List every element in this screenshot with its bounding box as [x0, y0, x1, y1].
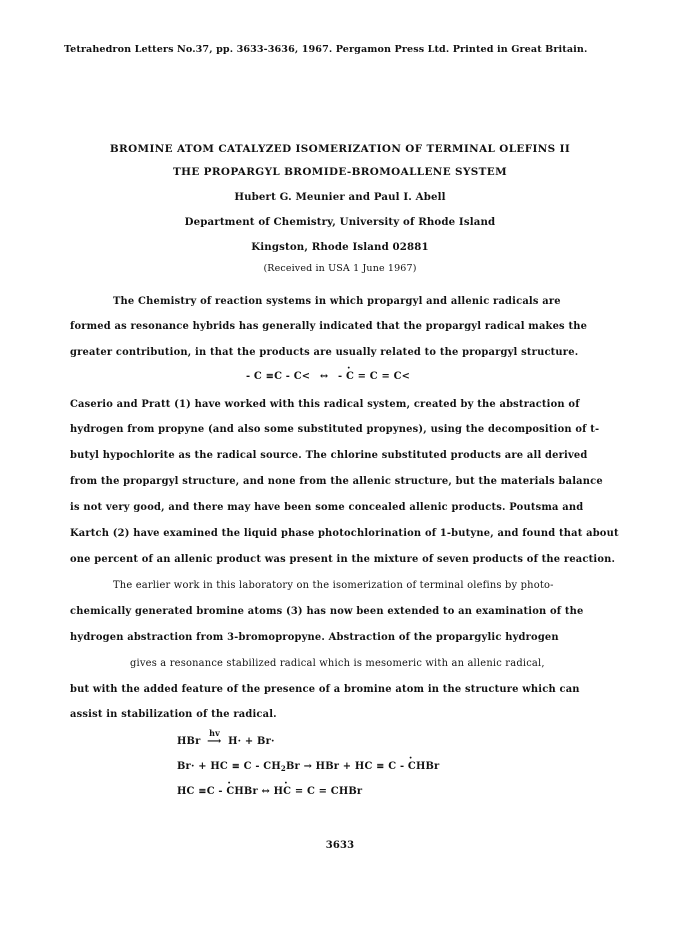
- r2-part-b: Br → HBr + HC ≡ C -: [285, 761, 408, 772]
- received-date: (Received in USA 1 June 1967): [263, 263, 417, 274]
- r3-part-a: HC ≡C -: [177, 786, 227, 797]
- r3-part-c: = C = CHBr: [291, 786, 363, 797]
- r1-reactant: HBr: [177, 736, 201, 747]
- page-number: 3633: [325, 840, 355, 851]
- eq1-resonance-arrow: ↔: [319, 371, 329, 382]
- p2-line-7: one percent of an allenic product was present in the mixture of seven products of the reaction.: [70, 554, 616, 565]
- eq1-prefix: -: [338, 371, 346, 382]
- r1-hv-label: hv: [209, 728, 220, 738]
- p1-line-1: The Chemistry of reaction systems in which propargyl and allenic radicals are: [113, 296, 561, 307]
- resonance-equation: [246, 371, 410, 382]
- eq1-radical-carbon: · C: [346, 371, 354, 382]
- p2-line-5: is not very good, and there may have been some concealed allenic products. Poutsma and: [70, 502, 584, 513]
- p3-line-6: assist in stabilization of the radical.: [70, 709, 277, 720]
- p3-line-4: gives a resonance stabilized radical which is mesomeric with an allenic radical,: [130, 658, 545, 669]
- r3-part-b: HBr ↔ H: [234, 786, 284, 797]
- p2-line-1: Caserio and Pratt (1) have worked with this radical system, created by the abstraction of: [70, 399, 580, 410]
- r3-radical-carbon-2: · C: [283, 786, 291, 797]
- title-line-1: BROMINE ATOM CATALYZED ISOMERIZATION OF TERMINAL OLEFINS II: [109, 143, 571, 155]
- r2-subscript: 2: [280, 764, 286, 773]
- r1-arrow-glyph: ⟶: [207, 736, 222, 747]
- p1-line-3: greater contribution, in that the products are usually related to the propargyl structure.: [70, 347, 579, 358]
- p3-line-3: hydrogen abstraction from 3-bromopropyne. Abstraction of the propargylic hydrogen: [70, 632, 559, 643]
- journal-header: Tetrahedron Letters No.37, pp. 3633-3636, 1967. Pergamon Press Ltd. Printed in Great Britain.: [64, 44, 588, 55]
- r3-radical-carbon-1: · C: [226, 786, 234, 797]
- p2-line-4: from the propargyl structure, and none from the allenic structure, but the materials balance: [70, 476, 603, 487]
- eq1-propargyl: - C ≡C - C<: [246, 371, 311, 382]
- r2-radical-carbon: · C: [408, 761, 416, 772]
- p1-line-2: formed as resonance hybrids has generally indicated that the propargyl radical makes the: [70, 321, 588, 332]
- p3-line-5: but with the added feature of the presence of a bromine atom in the structure which can: [70, 684, 580, 695]
- r1-photolysis-arrow: [207, 728, 222, 747]
- reaction-2: [177, 761, 439, 773]
- p2-line-2: hydrogen from propyne (and also some substituted propynes), using the decomposition of t-: [70, 424, 600, 435]
- eq1-allenic: = C = C<: [354, 371, 411, 382]
- p2-line-3: butyl hypochlorite as the radical source. The chlorine substituted products are all derived: [70, 450, 588, 461]
- authors: Hubert G. Meunier and Paul I. Abell: [234, 191, 446, 203]
- title-line-2: THE PROPARGYL BROMIDE-BROMOALLENE SYSTEM: [172, 166, 508, 178]
- location: Kingston, Rhode Island 02881: [251, 241, 429, 253]
- r2-part-a: Br· + HC ≡ C - CH: [177, 761, 281, 772]
- department: Department of Chemistry, University of Rhode Island: [184, 216, 496, 228]
- reaction-3: [177, 786, 362, 797]
- p3-line-1: The earlier work in this laboratory on the isomerization of terminal olefins by photo-: [113, 580, 554, 591]
- p2-line-6: Kartch (2) have examined the liquid phase photochlorination of 1-butyne, and found that about: [70, 528, 619, 539]
- p3-line-2: chemically generated bromine atoms (3) has now been extended to an examination of the: [70, 606, 584, 617]
- r2-part-c: HBr: [415, 761, 440, 772]
- r1-products: H· + Br·: [228, 736, 275, 747]
- reaction-1: [177, 728, 275, 747]
